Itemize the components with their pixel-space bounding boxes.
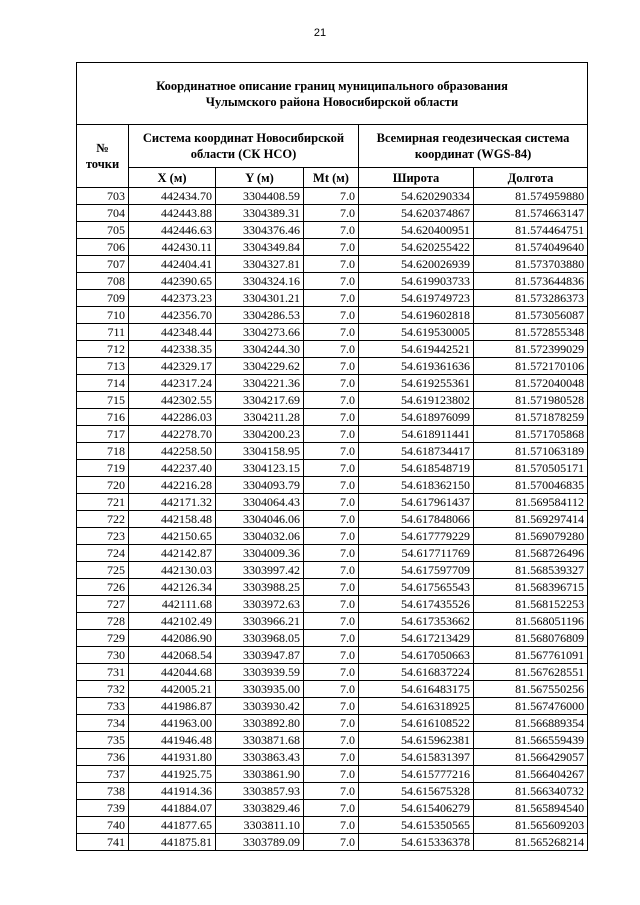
mt-cell: 7.0 [304,409,359,426]
longitude-cell: 81.573056087 [474,307,588,324]
mt-cell: 7.0 [304,664,359,681]
mt-cell: 7.0 [304,290,359,307]
latitude-cell: 54.618362150 [359,477,474,494]
longitude-cell: 81.574464751 [474,222,588,239]
longitude-cell: 81.573703880 [474,256,588,273]
point-number-cell: 710 [77,307,129,324]
mt-cell: 7.0 [304,562,359,579]
table-row [77,511,588,528]
point-number-cell: 714 [77,375,129,392]
mt-cell: 7.0 [304,783,359,800]
point-number-cell: 735 [77,732,129,749]
y-cell: 3304221.36 [216,375,304,392]
x-cell: 442317.24 [129,375,216,392]
latitude-cell: 54.619749723 [359,290,474,307]
x-cell: 442158.48 [129,511,216,528]
mt-cell: 7.0 [304,273,359,290]
header-wgs-system: Всемирная геодезическая система координат (WGS-84) [359,125,588,168]
x-cell: 441875.81 [129,834,216,851]
y-cell: 3304301.21 [216,290,304,307]
latitude-cell: 54.617435526 [359,596,474,613]
y-cell: 3304046.06 [216,511,304,528]
x-cell: 442443.88 [129,205,216,222]
latitude-cell: 54.617353662 [359,613,474,630]
mt-cell: 7.0 [304,647,359,664]
y-cell: 3303930.42 [216,698,304,715]
longitude-cell: 81.569079280 [474,528,588,545]
y-cell: 3304229.62 [216,358,304,375]
point-number-cell: 703 [77,188,129,205]
table-row [77,290,588,307]
mt-cell: 7.0 [304,817,359,834]
header-x: X (м) [129,168,216,188]
x-cell: 442068.54 [129,647,216,664]
longitude-cell: 81.572170106 [474,358,588,375]
mt-cell: 7.0 [304,256,359,273]
x-cell: 441986.87 [129,698,216,715]
longitude-cell: 81.571878259 [474,409,588,426]
point-number-cell: 732 [77,681,129,698]
y-cell: 3303935.00 [216,681,304,698]
point-number-cell: 713 [77,358,129,375]
point-number-cell: 716 [77,409,129,426]
x-cell: 442348.44 [129,324,216,341]
y-cell: 3304327.81 [216,256,304,273]
y-cell: 3304123.15 [216,460,304,477]
mt-cell: 7.0 [304,239,359,256]
x-cell: 441925.75 [129,766,216,783]
y-cell: 3304158.95 [216,443,304,460]
point-number-cell: 724 [77,545,129,562]
latitude-cell: 54.616483175 [359,681,474,698]
table-row [77,341,588,358]
x-cell: 442102.49 [129,613,216,630]
x-cell: 441946.48 [129,732,216,749]
mt-cell: 7.0 [304,494,359,511]
table-row [77,256,588,273]
table-row [77,443,588,460]
longitude-cell: 81.568152253 [474,596,588,613]
longitude-cell: 81.574049640 [474,239,588,256]
header-point-number-line2: точки [85,157,120,171]
mt-cell: 7.0 [304,222,359,239]
longitude-cell: 81.573644836 [474,273,588,290]
latitude-cell: 54.617961437 [359,494,474,511]
table-row [77,222,588,239]
y-cell: 3303997.42 [216,562,304,579]
y-cell: 3304244.30 [216,341,304,358]
longitude-cell: 81.572040048 [474,375,588,392]
x-cell: 442390.65 [129,273,216,290]
longitude-cell: 81.568539327 [474,562,588,579]
point-number-cell: 712 [77,341,129,358]
mt-cell: 7.0 [304,732,359,749]
table-row [77,681,588,698]
x-cell: 442404.41 [129,256,216,273]
header-longitude: Долгота [474,168,588,188]
mt-cell: 7.0 [304,358,359,375]
x-cell: 442171.32 [129,494,216,511]
mt-cell: 7.0 [304,834,359,851]
point-number-cell: 730 [77,647,129,664]
longitude-cell: 81.567761091 [474,647,588,664]
table-row [77,392,588,409]
latitude-cell: 54.620026939 [359,256,474,273]
point-number-cell: 739 [77,800,129,817]
y-cell: 3304349.84 [216,239,304,256]
point-number-cell: 723 [77,528,129,545]
point-number-cell: 725 [77,562,129,579]
x-cell: 442434.70 [129,188,216,205]
mt-cell: 7.0 [304,766,359,783]
longitude-cell: 81.574663147 [474,205,588,222]
table-row [77,188,588,205]
latitude-cell: 54.615336378 [359,834,474,851]
y-cell: 3303829.46 [216,800,304,817]
latitude-cell: 54.615350565 [359,817,474,834]
y-cell: 3303966.21 [216,613,304,630]
mt-cell: 7.0 [304,341,359,358]
table-row [77,766,588,783]
latitude-cell: 54.615675328 [359,783,474,800]
longitude-cell: 81.568726496 [474,545,588,562]
longitude-cell: 81.572399029 [474,341,588,358]
table-row [77,477,588,494]
longitude-cell: 81.566889354 [474,715,588,732]
latitude-cell: 54.620374867 [359,205,474,222]
longitude-cell: 81.566340732 [474,783,588,800]
table-row [77,664,588,681]
y-cell: 3303939.59 [216,664,304,681]
mt-cell: 7.0 [304,443,359,460]
table-row [77,647,588,664]
point-number-cell: 718 [77,443,129,460]
table-row [77,834,588,851]
point-number-cell: 729 [77,630,129,647]
latitude-cell: 54.617848066 [359,511,474,528]
table-row [77,698,588,715]
point-number-cell: 717 [77,426,129,443]
table-row [77,426,588,443]
y-cell: 3303863.43 [216,749,304,766]
y-cell: 3303988.25 [216,579,304,596]
table-row [77,579,588,596]
longitude-cell: 81.568396715 [474,579,588,596]
y-cell: 3304286.53 [216,307,304,324]
mt-cell: 7.0 [304,375,359,392]
y-cell: 3304376.46 [216,222,304,239]
y-cell: 3303972.63 [216,596,304,613]
latitude-cell: 54.619255361 [359,375,474,392]
x-cell: 442356.70 [129,307,216,324]
point-number-cell: 704 [77,205,129,222]
header-y: Y (м) [216,168,304,188]
mt-cell: 7.0 [304,715,359,732]
point-number-cell: 734 [77,715,129,732]
latitude-cell: 54.617779229 [359,528,474,545]
table-row [77,715,588,732]
y-cell: 3304064.43 [216,494,304,511]
latitude-cell: 54.618976099 [359,409,474,426]
longitude-cell: 81.570505171 [474,460,588,477]
longitude-cell: 81.568076809 [474,630,588,647]
latitude-cell: 54.615406279 [359,800,474,817]
y-cell: 3304009.36 [216,545,304,562]
x-cell: 442142.87 [129,545,216,562]
header-mt: Mt (м) [304,168,359,188]
longitude-cell: 81.571063189 [474,443,588,460]
point-number-cell: 720 [77,477,129,494]
longitude-cell: 81.568051196 [474,613,588,630]
point-number-cell: 738 [77,783,129,800]
y-cell: 3304032.06 [216,528,304,545]
y-cell: 3303968.05 [216,630,304,647]
title-line-2: Чулымского района Новосибирской области [205,94,459,109]
latitude-cell: 54.617213429 [359,630,474,647]
x-cell: 442005.21 [129,681,216,698]
latitude-cell: 54.618548719 [359,460,474,477]
longitude-cell: 81.565609203 [474,817,588,834]
mt-cell: 7.0 [304,681,359,698]
header-point-number-line1: № [96,141,109,155]
latitude-cell: 54.617597709 [359,562,474,579]
longitude-cell: 81.571705868 [474,426,588,443]
longitude-cell: 81.567628551 [474,664,588,681]
latitude-cell: 54.617050663 [359,647,474,664]
y-cell: 3303861.90 [216,766,304,783]
latitude-cell: 54.615831397 [359,749,474,766]
y-cell: 3304093.79 [216,477,304,494]
x-cell: 442111.68 [129,596,216,613]
latitude-cell: 54.615777216 [359,766,474,783]
longitude-cell: 81.566429057 [474,749,588,766]
y-cell: 3304273.66 [216,324,304,341]
point-number-cell: 706 [77,239,129,256]
longitude-cell: 81.574959880 [474,188,588,205]
y-cell: 3303871.68 [216,732,304,749]
header-latitude: Широта [359,168,474,188]
point-number-cell: 705 [77,222,129,239]
mt-cell: 7.0 [304,307,359,324]
point-number-cell: 719 [77,460,129,477]
longitude-cell: 81.569297414 [474,511,588,528]
point-number-cell: 728 [77,613,129,630]
point-number-cell: 727 [77,596,129,613]
x-cell: 442130.03 [129,562,216,579]
point-number-cell: 711 [77,324,129,341]
x-cell: 442278.70 [129,426,216,443]
longitude-cell: 81.567476000 [474,698,588,715]
mt-cell: 7.0 [304,188,359,205]
longitude-cell: 81.566404267 [474,766,588,783]
x-cell: 442302.55 [129,392,216,409]
longitude-cell: 81.566559439 [474,732,588,749]
latitude-cell: 54.615962381 [359,732,474,749]
mt-cell: 7.0 [304,630,359,647]
page-number: 21 [313,27,327,39]
header-local-system: Система координат Новосибирской области (СК НСО) [129,125,359,168]
x-cell: 442373.23 [129,290,216,307]
longitude-cell: 81.572855348 [474,324,588,341]
table-row [77,239,588,256]
x-cell: 442216.28 [129,477,216,494]
mt-cell: 7.0 [304,528,359,545]
point-number-cell: 721 [77,494,129,511]
point-number-cell: 708 [77,273,129,290]
table-row [77,613,588,630]
longitude-cell: 81.569584112 [474,494,588,511]
point-number-cell: 741 [77,834,129,851]
table-row [77,630,588,647]
y-cell: 3303857.93 [216,783,304,800]
longitude-cell: 81.567550256 [474,681,588,698]
table-title [77,63,588,125]
x-cell: 441931.80 [129,749,216,766]
latitude-cell: 54.619530005 [359,324,474,341]
x-cell: 441963.00 [129,715,216,732]
point-number-cell: 740 [77,817,129,834]
mt-cell: 7.0 [304,511,359,528]
x-cell: 441877.65 [129,817,216,834]
table-row [77,494,588,511]
mt-cell: 7.0 [304,596,359,613]
y-cell: 3304211.28 [216,409,304,426]
x-cell: 442430.11 [129,239,216,256]
title-line-1: Координатное описание границ муниципального образования [156,78,508,93]
x-cell: 442286.03 [129,409,216,426]
table-row [77,800,588,817]
y-cell: 3303811.10 [216,817,304,834]
longitude-cell: 81.573286373 [474,290,588,307]
latitude-cell: 54.619602818 [359,307,474,324]
table-row [77,460,588,477]
table-row [77,409,588,426]
table-row [77,596,588,613]
table-row [77,732,588,749]
latitude-cell: 54.620400951 [359,222,474,239]
mt-cell: 7.0 [304,205,359,222]
x-cell: 442258.50 [129,443,216,460]
y-cell: 3303892.80 [216,715,304,732]
point-number-cell: 736 [77,749,129,766]
mt-cell: 7.0 [304,477,359,494]
mt-cell: 7.0 [304,460,359,477]
latitude-cell: 54.619361636 [359,358,474,375]
latitude-cell: 54.620290334 [359,188,474,205]
mt-cell: 7.0 [304,800,359,817]
y-cell: 3304389.31 [216,205,304,222]
table-row [77,273,588,290]
table-row [77,783,588,800]
table-row [77,375,588,392]
x-cell: 442150.65 [129,528,216,545]
longitude-cell: 81.565894540 [474,800,588,817]
x-cell: 442338.35 [129,341,216,358]
point-number-cell: 715 [77,392,129,409]
latitude-cell: 54.619123802 [359,392,474,409]
x-cell: 442044.68 [129,664,216,681]
x-cell: 442237.40 [129,460,216,477]
mt-cell: 7.0 [304,698,359,715]
coordinates-table [76,62,588,851]
header-point-number [77,125,129,188]
y-cell: 3304408.59 [216,188,304,205]
point-number-cell: 737 [77,766,129,783]
table-row [77,324,588,341]
y-cell: 3304324.16 [216,273,304,290]
table-body [77,188,588,851]
point-number-cell: 726 [77,579,129,596]
latitude-cell: 54.619903733 [359,273,474,290]
longitude-cell: 81.571980528 [474,392,588,409]
point-number-cell: 722 [77,511,129,528]
x-cell: 441914.36 [129,783,216,800]
mt-cell: 7.0 [304,545,359,562]
latitude-cell: 54.617565543 [359,579,474,596]
table-row [77,205,588,222]
latitude-cell: 54.618734417 [359,443,474,460]
table-row [77,528,588,545]
latitude-cell: 54.616108522 [359,715,474,732]
x-cell: 442446.63 [129,222,216,239]
longitude-cell: 81.565268214 [474,834,588,851]
mt-cell: 7.0 [304,579,359,596]
latitude-cell: 54.616318925 [359,698,474,715]
x-cell: 442126.34 [129,579,216,596]
x-cell: 442329.17 [129,358,216,375]
latitude-cell: 54.618911441 [359,426,474,443]
point-number-cell: 707 [77,256,129,273]
point-number-cell: 731 [77,664,129,681]
latitude-cell: 54.616837224 [359,664,474,681]
table-row [77,307,588,324]
y-cell: 3304217.69 [216,392,304,409]
longitude-cell: 81.570046835 [474,477,588,494]
mt-cell: 7.0 [304,324,359,341]
mt-cell: 7.0 [304,392,359,409]
mt-cell: 7.0 [304,426,359,443]
point-number-cell: 709 [77,290,129,307]
mt-cell: 7.0 [304,613,359,630]
table-row [77,817,588,834]
point-number-cell: 733 [77,698,129,715]
mt-cell: 7.0 [304,749,359,766]
latitude-cell: 54.617711769 [359,545,474,562]
y-cell: 3303789.09 [216,834,304,851]
x-cell: 442086.90 [129,630,216,647]
table-row [77,358,588,375]
x-cell: 441884.07 [129,800,216,817]
y-cell: 3304200.23 [216,426,304,443]
table-row [77,749,588,766]
y-cell: 3303947.87 [216,647,304,664]
latitude-cell: 54.620255422 [359,239,474,256]
table-row [77,562,588,579]
latitude-cell: 54.619442521 [359,341,474,358]
table-row [77,545,588,562]
